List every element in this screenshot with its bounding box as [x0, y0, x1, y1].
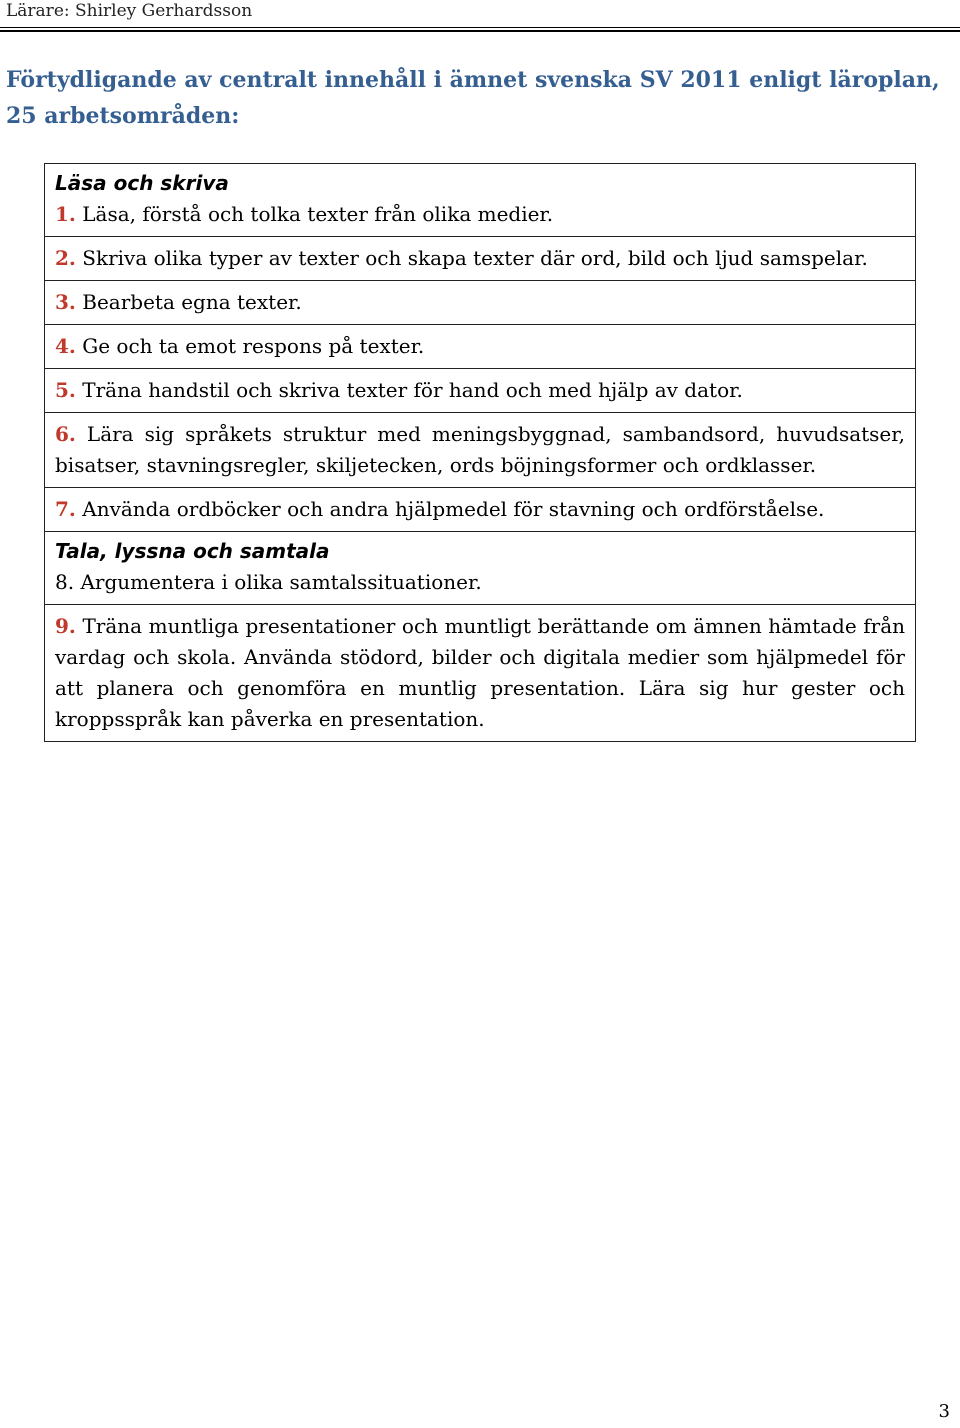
header-divider: [0, 27, 960, 28]
table-row: [45, 532, 916, 605]
item-number: 6.: [55, 422, 76, 446]
table-cell-item-3: [45, 281, 916, 325]
table-cell-item-8: [45, 532, 916, 605]
table-cell-item-1: [45, 164, 916, 237]
item-number: 4.: [55, 334, 76, 358]
item-number: 8.: [55, 570, 75, 594]
item-text: Skriva olika typer av texter och skapa texter där ord, bild och ljud samspelar.: [75, 246, 868, 270]
section-heading-read-write: Läsa och skriva: [55, 171, 229, 195]
table-cell-item-9: [45, 605, 916, 742]
content-table: [44, 163, 916, 742]
item-text: Träna muntliga presentationer och muntligt berättande om ämnen hämtade från vardag och skola. Använda stödord, bilder och digitala medier som hjälpmedel för att planera och genomföra en muntlig presentation. Lära sig hur gester och kroppsspråk kan påverka en presentation.: [55, 614, 905, 731]
table-row: [45, 488, 916, 532]
table-row: [45, 281, 916, 325]
table-cell-item-5: [45, 369, 916, 413]
item-text: Lära sig språkets struktur med meningsbyggnad, sambandsord, huvudsatser, bisatser, stavningsregler, skiljetecken, ords böjningsformer och ordklasser.: [55, 422, 905, 477]
table-cell-item-7: [45, 488, 916, 532]
section-heading-speak-listen: Tala, lyssna och samtala: [55, 539, 330, 563]
item-text: Träna handstil och skriva texter för hand och med hjälp av dator.: [75, 378, 743, 402]
item-number: 9.: [55, 614, 76, 638]
teacher-name: Lärare: Shirley Gerhardsson: [6, 1, 253, 21]
item-number: 3.: [55, 290, 76, 314]
header-divider-thick: [0, 30, 960, 32]
table-row: [45, 413, 916, 488]
table-row: [45, 369, 916, 413]
item-text: Bearbeta egna texter.: [75, 290, 302, 314]
document-title: Förtydligande av centralt innehåll i ämnet svenska SV 2011 enligt läroplan, 25 arbetsområden:: [6, 67, 940, 129]
item-number: 1.: [55, 202, 76, 226]
table-row: [45, 164, 916, 237]
table-row: [45, 237, 916, 281]
table-cell-item-2: [45, 237, 916, 281]
table-cell-item-4: [45, 325, 916, 369]
item-number: 7.: [55, 497, 76, 521]
item-number: 2.: [55, 246, 76, 270]
table-cell-item-6: [45, 413, 916, 488]
item-text: Använda ordböcker och andra hjälpmedel för stavning och ordförståelse.: [75, 497, 825, 521]
table-row: [45, 325, 916, 369]
item-text: Argumentera i olika samtalssituationer.: [74, 570, 482, 594]
page-header: [6, 0, 954, 27]
table-row: [45, 605, 916, 742]
item-number: 5.: [55, 378, 76, 402]
item-text: Läsa, förstå och tolka texter från olika medier.: [75, 202, 554, 226]
item-text: Ge och ta emot respons på texter.: [75, 334, 425, 358]
page-number: 3: [938, 1401, 950, 1422]
